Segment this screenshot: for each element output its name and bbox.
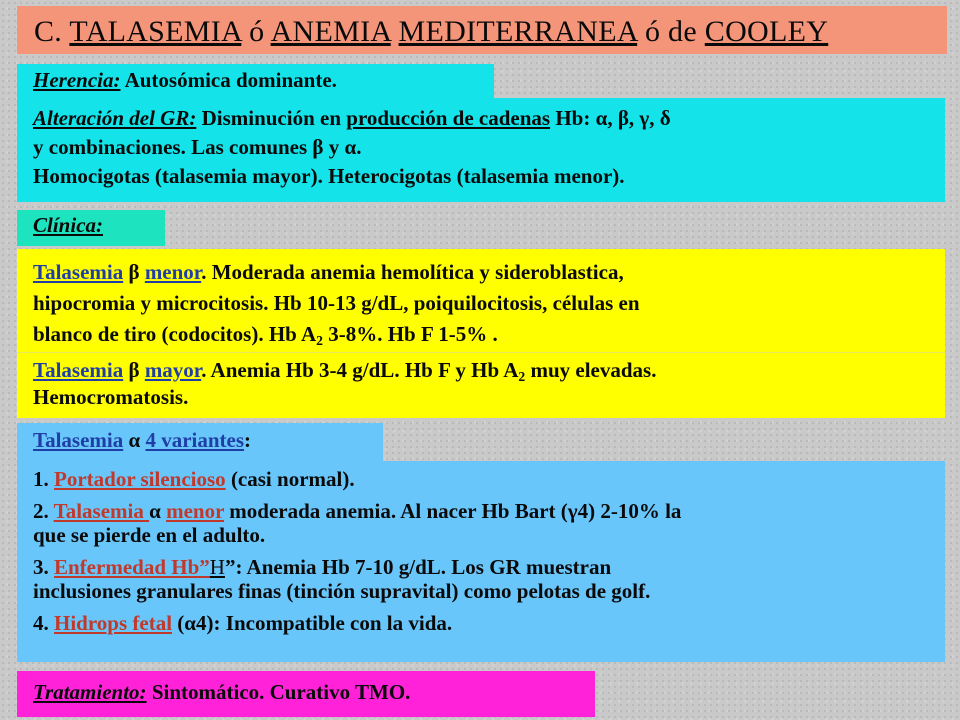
title-connector-1: ó [241,15,271,48]
alfa-item-2-link-talasemia: Talasemia [53,499,150,523]
alfa-item-4-symbol: α4): [184,611,221,635]
alfa-item-2-line-2: que se pierde en el adulto. [33,523,266,547]
beta-menor-word-menor: menor [144,260,202,284]
alfa-item-2-text: moderada anemia. Al nacer Hb Bart (γ4) 2-10% la [224,499,682,523]
alfa-heading-colon: : [244,428,252,452]
alteracion-line-3: Homocigotas (talasemia mayor). Heterocigotas (talasemia menor). [33,164,625,188]
beta-mayor-box [17,352,945,418]
beta-menor-text-1: . Moderada anemia hemolítica y sideroblastica, [201,260,624,284]
alteracion-line-2: y combinaciones. Las comunes β y α. [33,135,362,159]
beta-menor-line-2: hipocromia y microcitosis. Hb 10-13 g/dL, poiquilocitosis, células en [33,291,640,315]
beta-menor-line-3b: 3-8%. Hb F 1-5% . [322,322,498,346]
beta-menor-word-talasemia: Talasemia [33,260,124,284]
beta-mayor-line-2: Hemocromatosis. [33,385,189,409]
alteracion-link: producción de cadenas [346,106,551,130]
alfa-item-1 [33,467,945,491]
alteracion-box [17,98,945,202]
title-space [391,15,399,48]
alteracion-label: Alteración del GR: [33,106,197,130]
herencia-text: Autosómica dominante. [120,68,337,92]
alfa-item-3 [33,555,945,603]
alfa-item-3-h: H [209,555,225,579]
clinica-box [17,210,165,246]
alfa-item-3-number: 3. [33,555,54,579]
slide-title [17,6,947,54]
alfa-item-4 [33,611,945,635]
alteracion-text-2: Hb: α, β, γ, δ [550,106,671,130]
alfa-variants-box [17,461,945,662]
alteracion-text-1: Disminución en [196,106,347,130]
title-prefix: C. [34,15,70,48]
tratamiento-box [17,671,595,717]
beta-menor-line-3a: blanco de tiro (codocitos). Hb A [33,322,317,346]
alfa-item-3-text: ”: Anemia Hb 7-10 g/dL. Los GR muestran [224,555,612,579]
herencia-label: Herencia: [33,68,121,92]
alfa-heading-word-talasemia: Talasemia [33,428,124,452]
beta-mayor-symbol: β [123,358,145,382]
alfa-heading-variants: 4 variantes [145,428,245,452]
alfa-item-3-line-2: inclusiones granulares finas (tinción supravital) como pelotas de golf. [33,579,651,603]
title-word-anemia: ANEMIA [270,15,391,48]
alfa-item-1-number: 1. [33,467,54,491]
alfa-heading-box [17,423,383,467]
tratamiento-text: Sintomático. Curativo TMO. [146,680,411,704]
tratamiento-label: Tratamiento: [33,680,147,704]
title-word-cooley: COOLEY [704,15,829,48]
beta-menor-box [17,249,945,352]
beta-mayor-text-1b: muy elevadas. [525,358,657,382]
clinica-label: Clínica: [33,213,104,237]
title-word-talasemia: TALASEMIA [69,15,242,48]
alfa-item-2 [33,499,945,547]
alfa-item-4-paren: ( [172,611,185,635]
beta-menor-subscript: 2 [316,333,323,348]
alfa-item-4-number: 4. [33,611,54,635]
beta-mayor-subscript: 2 [518,369,526,384]
alfa-item-4-text: Incompatible con la vida. [220,611,453,635]
alfa-item-2-link-menor: menor [166,499,225,523]
title-connector-2: ó de [637,15,705,48]
alfa-heading-symbol: α [123,428,146,452]
alfa-item-2-symbol: α [149,499,161,523]
beta-menor-symbol: β [123,260,145,284]
alfa-item-1-link: Portador silencioso [54,467,226,491]
title-word-mediterranea: MEDITERRANEA [398,15,638,48]
beta-mayor-text-1a: . Anemia Hb 3-4 g/dL. Hb F y Hb A [201,358,519,382]
alfa-item-3-link: Enfermedad Hb” [54,555,210,579]
alfa-item-4-link: Hidrops fetal [54,611,173,635]
beta-mayor-word-mayor: mayor [144,358,202,382]
herencia-box [17,64,494,104]
alfa-item-1-text: (casi normal). [225,467,355,491]
alfa-item-2-number: 2. [33,499,54,523]
beta-mayor-word-talasemia: Talasemia [33,358,124,382]
